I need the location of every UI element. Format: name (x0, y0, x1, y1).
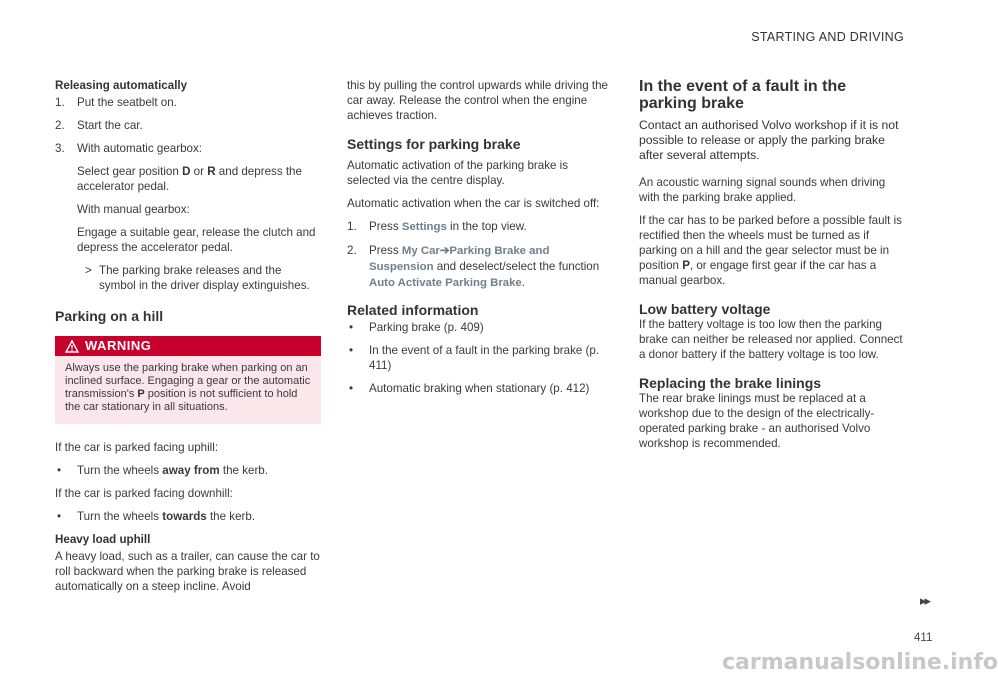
warning-header (55, 336, 321, 356)
menu-settings: Settings (401, 221, 447, 233)
downhill-text: If the car is parked facing downhill: (55, 487, 233, 500)
fault-text-2: If the car has to be parked before a possible fault is rectified then the wheels must be turned as if parking on a hill and the gear selector must be in position P, or engage first gear if the car has a manual gearbox. (639, 214, 902, 287)
related-link[interactable]: • Parking brake (p. 409) (349, 321, 484, 334)
step-number: 3. (55, 142, 65, 155)
watermark: carmanualsonline.info (722, 650, 998, 675)
gear-d: D (182, 165, 191, 178)
step-number: 1. (55, 96, 65, 109)
step-text: With automatic gearbox: (77, 142, 203, 155)
bullet-icon: • (57, 510, 62, 523)
section-header: STARTING AND DRIVING (751, 30, 904, 44)
manual-label: With manual gearbox: (77, 203, 190, 216)
warning-title: WARNING (85, 338, 152, 353)
settings-text-1: Automatic activation of the parking brake is selected via the centre display. (347, 159, 569, 187)
related-heading: Related information (347, 302, 479, 318)
step-number: 2. (55, 119, 65, 132)
related-link[interactable]: • In the event of a fault in the parking brake (p. 411) (349, 344, 600, 372)
menu-my-car: My Car (401, 245, 440, 257)
step-item: 1. Press Settings in the top view. (347, 220, 527, 233)
heavy-load-text: A heavy load, such as a trailer, can cause the car to roll backward when the parking brake is released automatically on a steep incline. Avoid (55, 550, 320, 593)
bullet-icon: • (349, 344, 354, 357)
linings-heading: Replacing the brake linings (639, 375, 822, 391)
step-text: Start the car. (77, 119, 143, 132)
column-1 (55, 78, 321, 602)
bullet-icon: • (57, 464, 62, 477)
warning-text: Always use the parking brake when parking on an inclined surface. Engaging a gear or the automatic transmission's P position is not sufficient to hold the car stationary in all situations. (65, 362, 311, 413)
settings-text-2: Automatic activation when the car is switched off: (347, 197, 600, 210)
warning-triangle-icon (65, 340, 79, 353)
settings-heading: Settings for parking brake (347, 136, 521, 152)
fault-lead: Contact an authorised Volvo workshop if it is not possible to release or apply the parking brake after several attempts. (639, 118, 899, 162)
column-2 (347, 78, 613, 404)
battery-heading: Low battery voltage (639, 301, 771, 317)
bullet-icon: • (349, 382, 354, 395)
related-link[interactable]: • Automatic braking when stationary (p. 412) (349, 382, 590, 395)
bullet-icon: • (349, 321, 354, 334)
step-item (55, 95, 321, 110)
fault-text-1: An acoustic warning signal sounds when driving with the parking brake applied. (639, 176, 886, 204)
page-number: 411 (914, 632, 933, 644)
bullet-item: • Turn the wheels away from the kerb. (57, 464, 268, 477)
next-page-arrows-icon: ▸▸ (920, 593, 930, 608)
fault-heading: In the event of a fault in the parking brake (639, 78, 847, 112)
linings-text: The rear brake linings must be replaced at a workshop due to the design of the electrically-operated parking brake - an authorised Volvo workshop is recommended. (639, 392, 875, 450)
automatic-instruction: Select gear position D or R and depress the accelerator pedal. (77, 165, 302, 193)
warning-box (55, 336, 321, 424)
result-text: The parking brake releases and the symbol in the driver display extinguishes. (99, 264, 310, 292)
uphill-text: If the car is parked facing uphill: (55, 441, 219, 454)
continued-text: this by pulling the control upwards while driving the car away. Release the control when the engine achieves traction. (347, 79, 609, 122)
manual-instruction: Engage a suitable gear, release the clutch and depress the accelerator pedal. (77, 226, 316, 254)
hill-heading: Parking on a hill (55, 308, 164, 324)
arrow-right-icon: ➔ (439, 245, 450, 257)
bullet-item: • Turn the wheels towards the kerb. (57, 510, 256, 523)
releasing-heading: Releasing automatically (55, 79, 188, 92)
menu-auto-activate: Auto Activate Parking Brake (369, 277, 522, 289)
step-item (55, 118, 321, 133)
step-item: 2. Press My Car➔Parking Brake and Suspension and deselect/select the function Auto Activate Parking Brake. (347, 244, 600, 289)
heavy-load-heading: Heavy load uphill (55, 533, 151, 546)
step-text: Put the seatbelt on. (77, 96, 177, 109)
battery-text: If the battery voltage is too low then the parking brake can neither be released nor applied. Connect a donor battery if the battery voltage is too low. (639, 318, 903, 361)
step-item (55, 141, 321, 156)
menu-parking-brake: Parking Brake and Suspension (369, 245, 550, 273)
column-3 (639, 78, 905, 459)
result-arrow-icon: > (85, 264, 92, 277)
gear-r: R (207, 165, 216, 178)
result-line (85, 263, 321, 293)
